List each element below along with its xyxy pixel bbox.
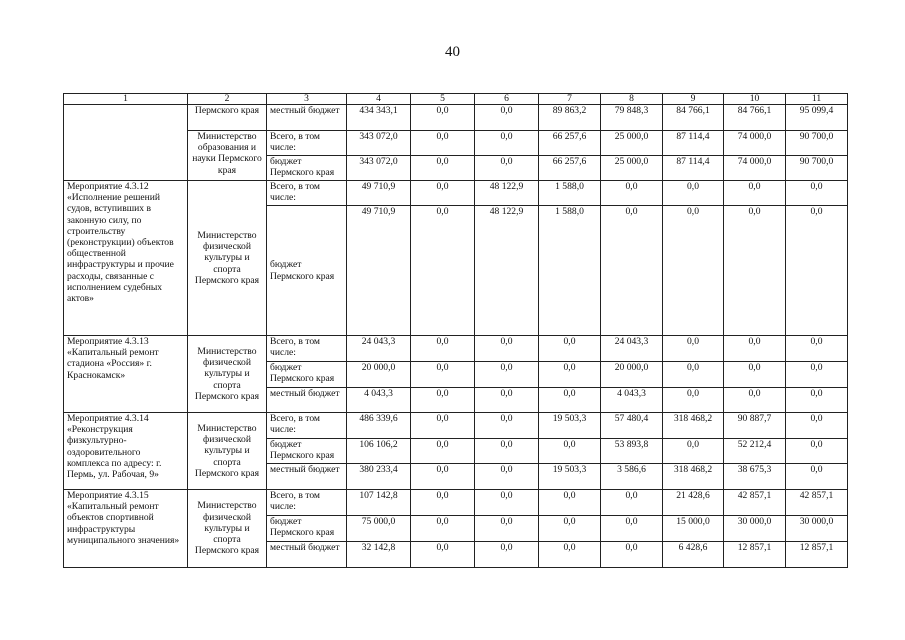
- event-name-cell: [64, 105, 188, 181]
- amount-cell: 75 000,0: [347, 516, 411, 542]
- amount-cell: 19 503,3: [539, 464, 601, 490]
- amount-cell: 66 257,6: [539, 131, 601, 156]
- column-header: 10: [724, 94, 786, 105]
- amount-cell: 0,0: [601, 181, 663, 206]
- amount-cell: 0,0: [663, 181, 724, 206]
- amount-cell: 0,0: [786, 388, 848, 413]
- amount-cell: 0,0: [539, 490, 601, 516]
- column-header: 6: [475, 94, 539, 105]
- funding-source-cell: Всего, в том числе:: [267, 336, 347, 362]
- table-row: [64, 490, 848, 516]
- amount-cell: 0,0: [475, 439, 539, 464]
- amount-cell: 0,0: [411, 542, 475, 568]
- funding-source-cell: бюджет Пермского края: [267, 439, 347, 464]
- amount-cell: 0,0: [663, 362, 724, 388]
- amount-cell: 0,0: [724, 206, 786, 336]
- amount-cell: 318 468,2: [663, 464, 724, 490]
- amount-cell: 25 000,0: [601, 131, 663, 156]
- amount-cell: 0,0: [786, 181, 848, 206]
- amount-cell: 4 043,3: [347, 388, 411, 413]
- amount-cell: 66 257,6: [539, 156, 601, 181]
- event-name-cell: Мероприятие 4.3.15 «Капитальный ремонт объектов спортивной инфраструктуры муниципального значения»: [64, 490, 188, 568]
- amount-cell: 0,0: [475, 388, 539, 413]
- budget-table: [63, 93, 848, 568]
- amount-cell: 38 675,3: [724, 464, 786, 490]
- amount-cell: 25 000,0: [601, 156, 663, 181]
- table-body: [64, 94, 848, 568]
- amount-cell: 0,0: [411, 206, 475, 336]
- table-row: [64, 181, 848, 206]
- amount-cell: 0,0: [786, 413, 848, 439]
- page-number: 40: [445, 44, 460, 60]
- amount-cell: 0,0: [539, 388, 601, 413]
- amount-cell: 318 468,2: [663, 413, 724, 439]
- amount-cell: 0,0: [411, 156, 475, 181]
- amount-cell: 486 339,6: [347, 413, 411, 439]
- amount-cell: 0,0: [411, 388, 475, 413]
- amount-cell: 343 072,0: [347, 156, 411, 181]
- amount-cell: 0,0: [411, 336, 475, 362]
- amount-cell: 57 480,4: [601, 413, 663, 439]
- amount-cell: 49 710,9: [347, 181, 411, 206]
- amount-cell: 1 588,0: [539, 181, 601, 206]
- amount-cell: 106 106,2: [347, 439, 411, 464]
- amount-cell: 0,0: [786, 464, 848, 490]
- amount-cell: 0,0: [539, 542, 601, 568]
- column-header: 3: [267, 94, 347, 105]
- amount-cell: 0,0: [475, 336, 539, 362]
- amount-cell: 0,0: [786, 336, 848, 362]
- amount-cell: 0,0: [475, 464, 539, 490]
- funding-source-cell: местный бюджет: [267, 464, 347, 490]
- funding-source-cell: Всего, в том числе:: [267, 413, 347, 439]
- amount-cell: 0,0: [724, 336, 786, 362]
- amount-cell: 0,0: [475, 413, 539, 439]
- amount-cell: 0,0: [786, 362, 848, 388]
- funding-source-cell: местный бюджет: [267, 105, 347, 131]
- executor-cell: Министерство физической культуры и спорта Пермского края: [188, 413, 267, 490]
- amount-cell: 0,0: [411, 439, 475, 464]
- amount-cell: 90 700,0: [786, 156, 848, 181]
- executor-cell: Министерство образования и науки Пермского края: [188, 131, 267, 181]
- column-header: 9: [663, 94, 724, 105]
- amount-cell: 89 863,2: [539, 105, 601, 131]
- header-row: [64, 94, 848, 105]
- amount-cell: 90 887,7: [724, 413, 786, 439]
- executor-cell: Пермского края: [188, 105, 267, 131]
- amount-cell: 0,0: [663, 336, 724, 362]
- amount-cell: 343 072,0: [347, 131, 411, 156]
- amount-cell: 24 043,3: [347, 336, 411, 362]
- amount-cell: 30 000,0: [724, 516, 786, 542]
- amount-cell: 0,0: [724, 388, 786, 413]
- amount-cell: 0,0: [475, 156, 539, 181]
- amount-cell: 0,0: [539, 516, 601, 542]
- amount-cell: 0,0: [601, 516, 663, 542]
- amount-cell: 6 428,6: [663, 542, 724, 568]
- amount-cell: 48 122,9: [475, 206, 539, 336]
- amount-cell: 12 857,1: [724, 542, 786, 568]
- funding-source-cell: бюджет Пермского края: [267, 206, 347, 336]
- amount-cell: 0,0: [601, 542, 663, 568]
- amount-cell: 74 000,0: [724, 156, 786, 181]
- column-header: 2: [188, 94, 267, 105]
- amount-cell: 0,0: [663, 439, 724, 464]
- amount-cell: 20 000,0: [347, 362, 411, 388]
- column-header: 8: [601, 94, 663, 105]
- amount-cell: 74 000,0: [724, 131, 786, 156]
- amount-cell: 0,0: [475, 516, 539, 542]
- funding-source-cell: местный бюджет: [267, 388, 347, 413]
- amount-cell: 21 428,6: [663, 490, 724, 516]
- amount-cell: 87 114,4: [663, 156, 724, 181]
- table-row: [64, 105, 848, 131]
- funding-source-cell: местный бюджет: [267, 542, 347, 568]
- amount-cell: 0,0: [539, 336, 601, 362]
- amount-cell: 0,0: [601, 206, 663, 336]
- amount-cell: 0,0: [411, 181, 475, 206]
- funding-source-cell: Всего, в том числе:: [267, 181, 347, 206]
- amount-cell: 0,0: [475, 490, 539, 516]
- amount-cell: 0,0: [475, 542, 539, 568]
- column-header: 7: [539, 94, 601, 105]
- amount-cell: 20 000,0: [601, 362, 663, 388]
- amount-cell: 15 000,0: [663, 516, 724, 542]
- amount-cell: 87 114,4: [663, 131, 724, 156]
- amount-cell: 84 766,1: [724, 105, 786, 131]
- amount-cell: 24 043,3: [601, 336, 663, 362]
- amount-cell: 3 586,6: [601, 464, 663, 490]
- amount-cell: 0,0: [724, 181, 786, 206]
- amount-cell: 0,0: [411, 413, 475, 439]
- funding-source-cell: бюджет Пермского края: [267, 362, 347, 388]
- amount-cell: 0,0: [663, 206, 724, 336]
- amount-cell: 107 142,8: [347, 490, 411, 516]
- amount-cell: 12 857,1: [786, 542, 848, 568]
- funding-source-cell: Всего, в том числе:: [267, 490, 347, 516]
- amount-cell: 0,0: [539, 439, 601, 464]
- table-row: [64, 413, 848, 439]
- amount-cell: 0,0: [539, 362, 601, 388]
- amount-cell: 52 212,4: [724, 439, 786, 464]
- amount-cell: 42 857,1: [724, 490, 786, 516]
- column-header: 1: [64, 94, 188, 105]
- amount-cell: 380 233,4: [347, 464, 411, 490]
- amount-cell: 19 503,3: [539, 413, 601, 439]
- amount-cell: 95 099,4: [786, 105, 848, 131]
- amount-cell: 0,0: [411, 464, 475, 490]
- amount-cell: 0,0: [786, 206, 848, 336]
- amount-cell: 0,0: [411, 105, 475, 131]
- executor-cell: Министерство физической культуры и спорта Пермского края: [188, 336, 267, 413]
- amount-cell: 49 710,9: [347, 206, 411, 336]
- amount-cell: 1 588,0: [539, 206, 601, 336]
- amount-cell: 53 893,8: [601, 439, 663, 464]
- amount-cell: 84 766,1: [663, 105, 724, 131]
- executor-cell: Министерство физической культуры и спорта Пермского края: [188, 490, 267, 568]
- amount-cell: 32 142,8: [347, 542, 411, 568]
- funding-source-cell: Всего, в том числе:: [267, 131, 347, 156]
- table-row: [64, 336, 848, 362]
- event-name-cell: Мероприятие 4.3.14 «Реконструкция физкультурно-оздоровительного комплекса по адресу: г. Пермь, ул. Рабочая, 9»: [64, 413, 188, 490]
- column-header: 11: [786, 94, 848, 105]
- amount-cell: 90 700,0: [786, 131, 848, 156]
- amount-cell: 0,0: [724, 362, 786, 388]
- amount-cell: 79 848,3: [601, 105, 663, 131]
- amount-cell: 0,0: [475, 105, 539, 131]
- column-header: 4: [347, 94, 411, 105]
- funding-source-cell: бюджет Пермского края: [267, 516, 347, 542]
- event-name-cell: Мероприятие 4.3.12 «Исполнение решений судов, вступивших в законную силу, по строительству (реконструкции) объектов общественной инфраструктуры и прочие расходы, связанные с исполнением судебных актов»: [64, 181, 188, 336]
- amount-cell: 0,0: [475, 362, 539, 388]
- amount-cell: 0,0: [786, 439, 848, 464]
- executor-cell: Министерство физической культуры и спорта Пермского края: [188, 181, 267, 336]
- amount-cell: 434 343,1: [347, 105, 411, 131]
- amount-cell: 0,0: [411, 516, 475, 542]
- amount-cell: 0,0: [475, 131, 539, 156]
- funding-source-cell: бюджет Пермского края: [267, 156, 347, 181]
- amount-cell: 48 122,9: [475, 181, 539, 206]
- amount-cell: 0,0: [601, 490, 663, 516]
- amount-cell: 4 043,3: [601, 388, 663, 413]
- amount-cell: 0,0: [411, 490, 475, 516]
- event-name-cell: Мероприятие 4.3.13 «Капитальный ремонт стадиона «Россия» г. Краснокамск»: [64, 336, 188, 413]
- amount-cell: 0,0: [411, 131, 475, 156]
- column-header: 5: [411, 94, 475, 105]
- amount-cell: 42 857,1: [786, 490, 848, 516]
- amount-cell: 30 000,0: [786, 516, 848, 542]
- amount-cell: 0,0: [663, 388, 724, 413]
- amount-cell: 0,0: [411, 362, 475, 388]
